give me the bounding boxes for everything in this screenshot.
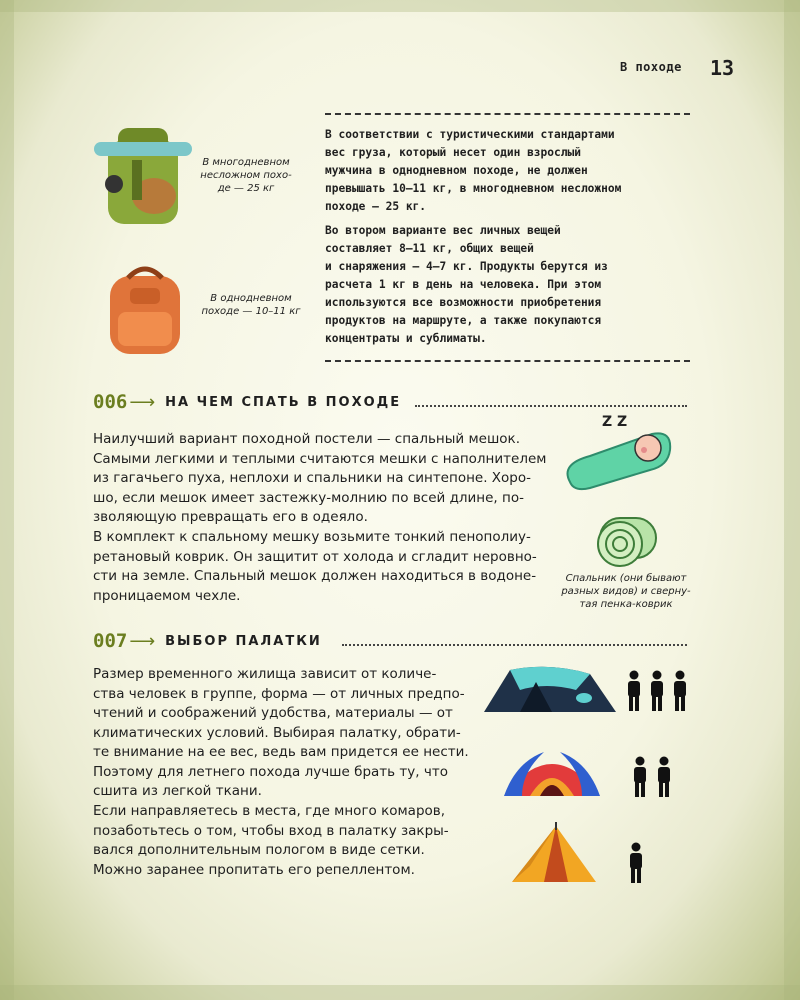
section-number: 006	[93, 391, 128, 413]
paper-edge-bottom	[0, 985, 800, 1000]
people-count-2	[630, 756, 676, 802]
people-count-3	[624, 670, 690, 716]
arrow-right-icon: ⟶	[129, 391, 156, 413]
arrow-right-icon: ⟶	[129, 630, 156, 652]
section-006-heading	[93, 391, 401, 413]
running-header: В походе	[620, 60, 682, 74]
tent-paragraph-2: Если направляетесь в места, где много комаров, позаботьтесь о том, чтобы вход в палатку закры- вался дополнительным пологом в виде сетки. Можно заранее пропитать его репеллентом.	[93, 803, 449, 878]
paper-edge-left	[0, 0, 14, 1000]
tent-paragraph-1: Размер временного жилища зависит от количе- ства человек в группе, форма — от личных предпо- чтений и соображений удобства, материалы — от климатических условий. Выбирая палатку, обрати- те внимание на ее вес, ведь вам придется ее нести. Поэтому для летнего похода лучше брать ту, что сшита из легкой ткани.	[93, 666, 469, 799]
section-number: 007	[93, 630, 128, 652]
section-007-heading	[93, 630, 322, 652]
person-icon	[626, 842, 648, 884]
paper-edge-right	[784, 0, 800, 1000]
caption-multiday: В многодневном несложном похо- де — 25 кг	[200, 157, 292, 194]
pyramid-tent-icon	[508, 822, 600, 892]
caption-oneday: В однодневном походе — 10–11 кг	[201, 293, 301, 317]
page-number: 13	[710, 56, 735, 80]
rolled-mat-icon	[590, 508, 662, 574]
sleeping-paragraph-1: Наилучший вариант походной постели — спальный мешок. Самыми легкими и теплыми считаются мешки с наполнителем из гагачьего пуха, неплохи и спальники на синтепоне. Хоро- шо, если мешок имеет застежку-молнию по всей длине, по- зволяющую превращать его в одеяло.	[93, 431, 547, 525]
sleeping-caption: Спальник (они бывают разных видов) и сверну- тая пенка-коврик	[561, 573, 691, 610]
section-title: ВЫБОР ПАЛАТКИ	[165, 633, 322, 649]
green-backpack-icon	[88, 120, 198, 230]
section-title: НА ЧЕМ СПАТЬ В ПОХОДЕ	[165, 394, 402, 410]
intro-paragraph-2: Во втором варианте вес личных вещей составляет 8–11 кг, общих вещей и снаряжения — 4–7 кг. Продукты берутся из расчета 1 кг в день на человека. При этом используются все возможности приобретения продуктов на маршруте, а также покупаются концентраты и сублиматы.	[325, 224, 608, 345]
person-icons	[630, 756, 676, 798]
person-icons	[624, 670, 690, 712]
orange-backpack-icon	[100, 264, 190, 356]
snore-text: Z Z	[602, 414, 628, 430]
sleeping-paragraph-2: В комплект к спальному мешку возьмите тонкий пенополиу- ретановый коврик. Он защитит от холода и сгладит неровно- сти на земле. Спальный мешок должен находиться в водоне- проницаемом чехле.	[93, 529, 537, 604]
paper-edge-top	[0, 0, 800, 12]
people-count-1	[626, 842, 648, 888]
tunnel-tent-icon	[480, 660, 620, 720]
intro-divider-bottom	[325, 360, 690, 362]
intro-paragraph-1: В соответствии с туристическими стандартами вес груза, который несет один взрослый мужчина в однодневном походе, не должен превышать 10–11 кг, в многодневном несложном походе — 25 кг.	[325, 128, 622, 213]
sleeping-bag-icon	[560, 404, 680, 494]
dome-tent-icon	[496, 742, 608, 804]
section-007-dotted-rule	[342, 644, 687, 646]
intro-divider-top	[325, 113, 690, 115]
